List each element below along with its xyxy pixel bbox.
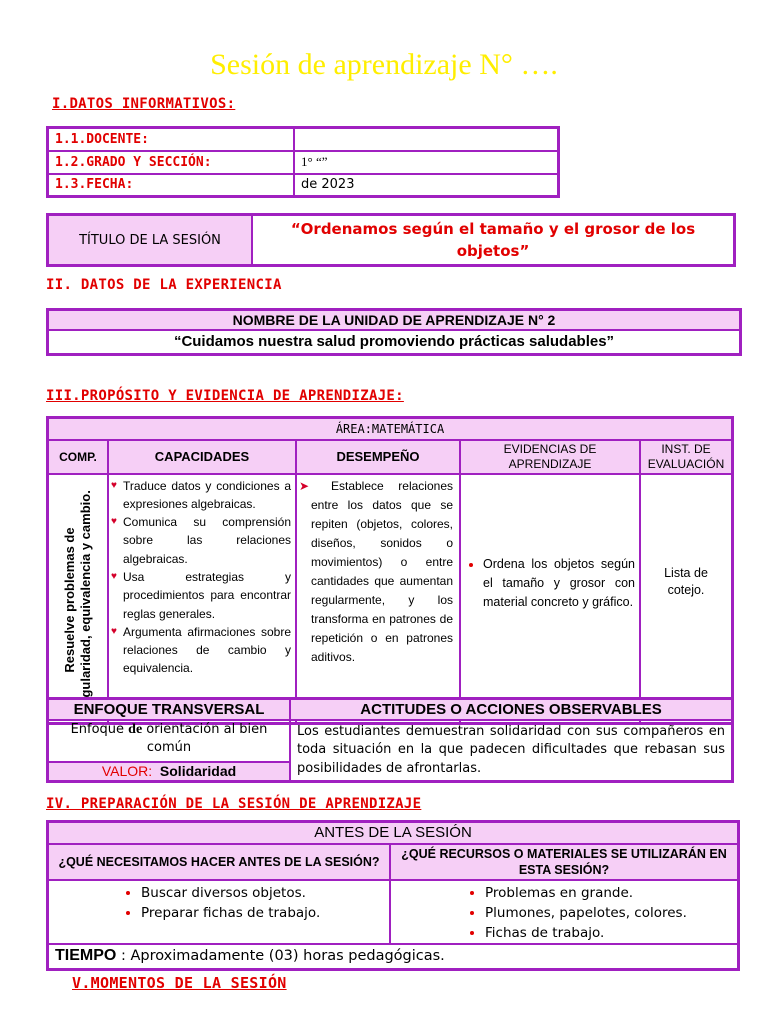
recurso-item: • Plumones, papelotes, colores. (485, 903, 737, 923)
actitudes-header: ACTITUDES O ACCIONES OBSERVABLES (290, 699, 733, 720)
q-recursos-header: ¿QUÉ RECURSOS O MATERIALES SE UTILIZARÁN EN ESTA SESIÓN? (390, 844, 739, 880)
capacidad-item: ♥ Traduce datos y condiciones a expresiones algebraicas. (111, 477, 291, 514)
enfoque-value: Enfoque de orientación al bien común (48, 720, 291, 762)
recurso-item: • Fichas de trabajo. (485, 923, 737, 943)
col-desempeno: DESEMPEÑO (296, 440, 460, 474)
recursos-list (461, 883, 737, 943)
desempeno-text: ➤ Establece relaciones entre los datos que se repiten (objetos, colores, diseños, sonidos o movimientos) o entre cantidades que aumentan regularmente, y los transforma en patrones de repetición o en patrones aditivos. (299, 478, 453, 664)
competencia-cell (48, 474, 109, 724)
fecha-label: 1.3.FECHA: (48, 174, 295, 197)
col-instrumento: INST. DE EVALUACIÓN (640, 440, 733, 474)
enfoque-header: ENFOQUE TRANSVERSAL (48, 699, 291, 720)
grado-label: 1.2.GRADO Y SECCIÓN: (48, 151, 295, 174)
proposito-table (46, 416, 734, 725)
capacidad-item: ♥ Usa estrategias y procedimientos para encontrar reglas generales. (111, 568, 291, 623)
unidad-table (46, 308, 742, 356)
valor-cell: VALOR: Solidaridad (48, 762, 291, 782)
q-hacer-header: ¿QUÉ NECESITAMOS HACER ANTES DE LA SESIÓN? (48, 844, 391, 880)
section-heading-experiencia: II. DATOS DE LA EXPERIENCIA (46, 277, 282, 293)
unidad-name: “Cuidamos nuestra salud promoviendo prácticas saludables” (48, 330, 741, 355)
col-evidencias: EVIDENCIAS DE APRENDIZAJE (460, 440, 640, 474)
grado-value: 1° “” (294, 151, 559, 174)
tiempo-row (48, 944, 739, 970)
section-heading-proposito: III.PROPÓSITO Y EVIDENCIA DE APRENDIZAJE: (46, 388, 404, 404)
capacidades-list (111, 477, 291, 678)
hacer-item: • Buscar diversos objetos. (141, 883, 389, 903)
enfoque-table (46, 697, 734, 783)
hacer-item: • Preparar fichas de trabajo. (141, 903, 389, 923)
instrumento-cell: Lista de cotejo. (640, 474, 733, 724)
actitudes-value: Los estudiantes demuestran solidaridad con sus compañeros en toda situación en la que padecen dificultades que rebasan sus posibilidades de afrontarlas. (290, 720, 733, 782)
docente-label: 1.1.DOCENTE: (48, 128, 295, 151)
competencia-text: Resuelve problemas de regularidad, equivalencia y cambio. (62, 489, 93, 710)
datos-informativos-table (46, 126, 560, 198)
fecha-value: de 2023 (294, 174, 559, 197)
arrow-bullet-icon: ➤ (299, 478, 310, 493)
session-title-table (46, 213, 736, 267)
col-comp: COMP. (48, 440, 109, 474)
col-capacidades: CAPACIDADES (108, 440, 296, 474)
capacidad-item: ♥ Argumenta afirmaciones sobre relaciones de cambio y equivalencia. (111, 623, 291, 678)
hacer-list (117, 883, 389, 923)
preparacion-table (46, 820, 740, 971)
capacidad-item: ♥ Comunica su comprensión sobre las relaciones algebraicas. (111, 513, 291, 568)
tiempo-label: TIEMPO (55, 947, 117, 965)
unidad-header: NOMBRE DE LA UNIDAD DE APRENDIZAJE N° 2 (48, 310, 741, 330)
session-title-value: “Ordenamos según el tamaño y el grosor de los objetos” (252, 215, 735, 266)
area-header: ÁREA:MATEMÁTICA (48, 418, 733, 440)
section-heading-datos-informativos: I.DATOS INFORMATIVOS: (52, 96, 236, 112)
docente-value (294, 128, 559, 151)
antes-header: ANTES DE LA SESIÓN (48, 822, 739, 844)
evidencia-item: • Ordena los objetos según el tamaño y grosor con material concreto y gráfico. (483, 555, 635, 612)
page-title: Sesión de aprendizaje N° …. (210, 48, 558, 81)
section-heading-momentos: V.MOMENTOS DE LA SESIÓN (72, 974, 287, 992)
tiempo-value: : Aproximadamente (03) horas pedagógicas. (116, 948, 445, 965)
session-title-label: TÍTULO DE LA SESIÓN (48, 215, 253, 266)
evidencia-list (461, 555, 635, 612)
recurso-item: • Problemas en grande. (485, 883, 737, 903)
section-heading-preparacion: IV. PREPARACIÓN DE LA SESIÓN DE APRENDIZAJE (46, 796, 422, 812)
